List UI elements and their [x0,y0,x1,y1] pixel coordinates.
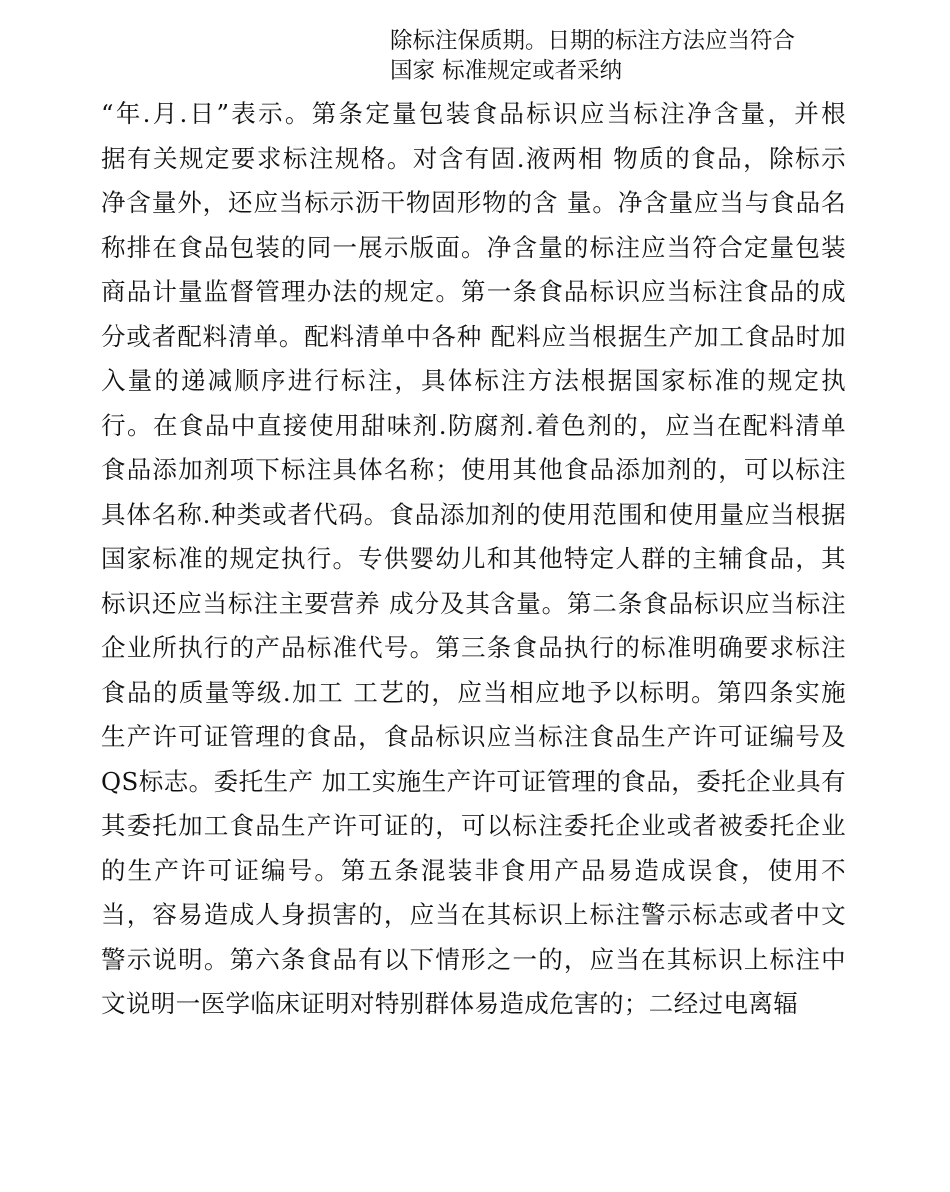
text-line: 具体名称.种类或者代码。食品添加剂的使用范围和使用量应当根据 [101,499,846,529]
text-line: 食品的质量等级.加工 工艺的，应当相应地予以标明。第四条实施 [101,677,846,707]
text-line: 生产许可证管理的食品，食品标识应当标注食品生产许可证编号及 [101,722,846,751]
text-line: 国家标准的规定执行。专供婴幼儿和其他特定人群的主辅食品，其 [101,544,846,573]
text-line: 其委托加工食品生产许可证的，可以标注委托企业或者被委托企业 [101,811,846,840]
continued-paragraph-header [390,26,850,86]
text-line: 分或者配料清单。配料清单中各种 配料应当根据生产加工食品时加 [101,321,846,351]
text-line: “年.月.日”表示。第条定量包装食品标识应当标注净含量，并根 [101,99,846,128]
text-line: 警示说明。第六条食品有以下情形之一的，应当在其标识上标注中 [101,944,846,974]
text-line: 入量的递减顺序进行标注，具体标注方法根据国家标准的规定执 [101,366,846,395]
text-line: 食品添加剂项下标注具体名称；使用其他食品添加剂的，可以标注 [101,455,846,484]
text-line: 称排在食品包装的同一展示版面。净含量的标注应当符合定量包装 [101,232,846,262]
header-line: 国家 标准规定或者采纳 [390,58,623,84]
text-line: QS标志。委托生产 加工实施生产许可证管理的食品，委托企业具有 [101,766,846,796]
text-line: 商品计量监督管理办法的规定。第一条食品标识应当标注食品的成 [101,277,846,306]
text-line: 当，容易造成人身损害的，应当在其标识上标注警示标志或者中文 [101,900,846,929]
text-line: 企业所执行的产品标准代号。第三条食品执行的标准明确要求标注 [101,633,846,662]
text-line: 文说明一医学临床证明对特别群体易造成危害的；二经过电离辐 [101,989,799,1018]
text-line: 净含量外，还应当标示沥干物固形物的含 量。净含量应当与食品名 [101,188,846,217]
text-line: 的生产许可证编号。第五条混装非食用产品易造成误食，使用不 [101,855,846,885]
text-line: 据有关规定要求标注规格。对含有固.液两相 物质的食品，除标示 [101,143,846,173]
header-line: 除标注保质期。日期的标注方法应当符合 [390,28,796,54]
text-line: 行。在食品中直接使用甜味剂.防腐剂.着色剂的，应当在配料清单 [101,410,846,440]
text-line: 标识还应当标注主要营养 成分及其含量。第二条食品标识应当标注 [101,588,846,618]
body-paragraph [101,92,846,1027]
